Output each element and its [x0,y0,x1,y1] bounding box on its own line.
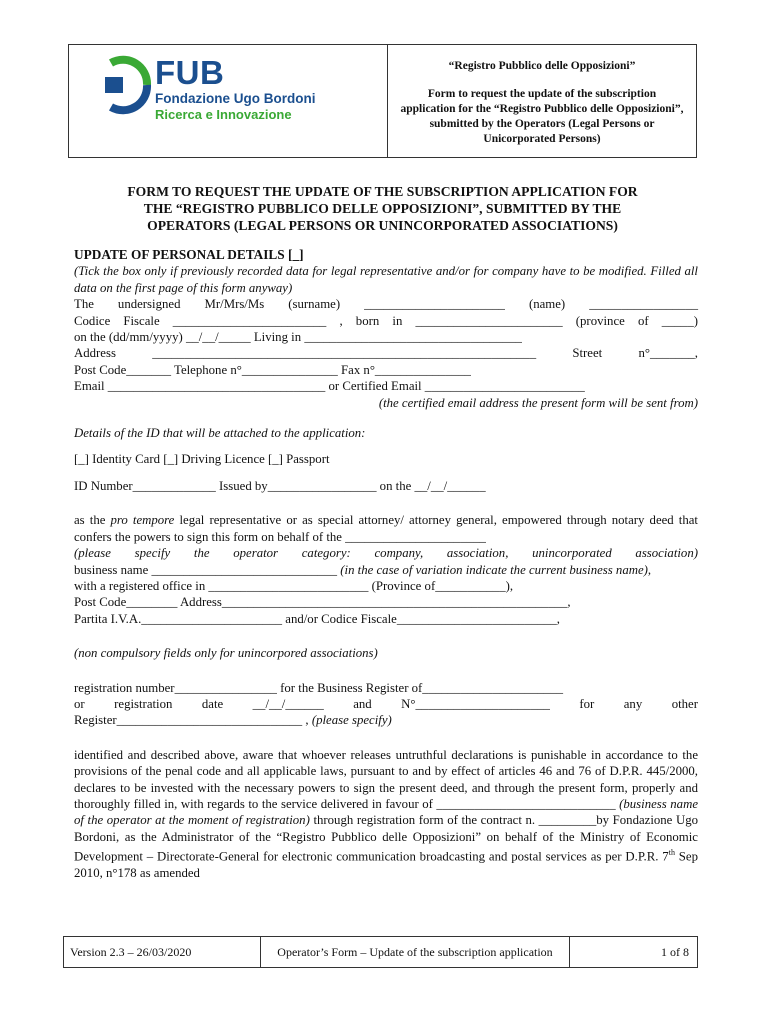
representative-paragraph [74,512,698,545]
business-name-end: , [647,562,652,577]
logo-text [155,54,316,122]
operator-category-note: (please specify the operator category: company, association, unincorporated association) [74,546,698,561]
registry-name: “Registro Pubblico delle Opposizioni” [448,60,636,72]
field-codice-fiscale[interactable]: Codice Fiscale ________________________ , born in _______________________ (province of _____) [74,313,698,328]
rep-pro-tempore: pro tempore [110,513,175,528]
field-id-number[interactable]: ID Number_____________ Issued by_________________ on the __/__/______ [74,478,486,493]
title-line-3: OPERATORS (LEGAL PERSONS OR UNINCORPORATED ASSOCIATIONS) [147,218,618,233]
field-other-register[interactable] [74,712,698,728]
field-surname-name[interactable]: The undersigned Mr/Mrs/Ms (surname) ______________________ (name) _________________ [74,297,698,312]
other-register-label[interactable]: Register_____________________________ , [74,713,312,728]
other-register-note: (please specify) [311,713,392,728]
field-address[interactable]: Address ____________________________________________________________ Street n°_______, [74,346,698,361]
header-logo-cell [69,45,388,157]
field-registration-number[interactable]: registration number________________ for the Business Register of______________________ [74,680,564,695]
declaration-paragraph [74,747,698,882]
header-description-cell [388,45,696,157]
title-line-1: FORM TO REQUEST THE UPDATE OF THE SUBSCRIPTION APPLICATION FOR [127,184,638,199]
title-line-2: THE “REGISTRO PUBBLICO DELLE OPPOSIZIONI”, SUBMITTED BY THE [143,201,622,216]
id-details-heading: Details of the ID that will be attached to the application: [74,426,366,441]
personal-details-note: (Tick the box only if previously recorded data for legal representative and/or for company have to be modified. Filled all data on the first page of this form anyway) [74,264,698,295]
declaration-part-1[interactable]: identified and described above, aware that whoever releases untruthful declarations is punishable in accordance to the provisions of the penal code and all applicable laws, pursuant to and by effect of articles 46 and 76 of D.P.R. 445/2000, declares to be invested with the necessary powers to sign the present deed, and through the present form, properly and thoroughly filled in, with regards to the service delivered in favour of ____________________________ [74,747,698,811]
logo-brand: FUB [155,54,225,91]
footer-form-name: Operator’s Form – Update of the subscription application [261,937,570,967]
rep-text-start: as the [74,513,111,528]
form-title [68,183,697,234]
field-partita-iva[interactable]: Partita I.V.A.______________________ and/or Codice Fiscale_________________________, [74,611,561,626]
declaration-note: (business name of the operator at the moment of registration) [74,796,698,828]
declaration-sup: th [668,848,675,858]
personal-details-heading[interactable]: UPDATE OF PERSONAL DETAILS [_] [74,247,304,262]
logo-tagline: Ricerca e Innovazione [155,107,292,122]
header-box [68,44,697,158]
field-registration-date[interactable]: or registration date __/__/______ and N°_____________________ for any other [74,696,698,711]
declaration-part-3: Sep 2010, n°178 as amended [74,849,698,880]
footer-box [63,936,698,968]
fub-logo-icon [103,55,155,115]
footer-page-number: 1 of 8 [661,944,689,959]
field-email[interactable]: Email __________________________________ or Certified Email _________________________ [74,379,585,394]
form-description: Form to request the update of the subscription application for the “Registro Pubblico delle Opposizioni”, submitted by the Operators (Legal Persons or Unicorporated Persons) [400,88,684,145]
business-name-label[interactable]: business name _____________________________ [74,562,341,577]
field-postcode-phone[interactable]: Post Code_______ Telephone n°_______________ Fax n°_______________ [74,362,471,377]
field-registered-office[interactable]: with a registered office in _________________________ (Province of___________), [74,578,514,593]
field-business-name[interactable] [74,562,698,578]
form-body [74,247,698,881]
footer-version: Version 2.3 – 26/03/2020 [64,937,261,967]
field-office-address[interactable]: Post Code________ Address______________________________________________________, [74,595,571,610]
non-compulsory-note: (non compulsory fields only for unincorpored associations) [74,646,378,661]
business-name-note: (in the case of variation indicate the current business name) [340,562,648,577]
declaration-part-2[interactable]: through registration form of the contract n. _________by Fondazione Ugo Bordoni, as the Administrator of the “Registro Pubblico delle Opposizioni” on behalf of the Ministry of Economic Development – Directorate-General for electronic communication broadcasting and postal services as per D.P.R. 7 [74,813,698,864]
rep-text-rest[interactable]: legal representative or as special attorney/ attorney general, empowered through notary deed that confers the powers to sign this form on behalf of the ______________________ [74,513,698,544]
field-birth-date[interactable]: on the (dd/mm/yyyy) __/__/_____ Living in __________________________________ [74,330,522,345]
logo-name: Fondazione Ugo Bordoni [155,91,316,106]
id-type-options[interactable]: [_] Identity Card [_] Driving Licence [_] Passport [74,452,330,467]
certified-email-note: (the certified email address the present form will be sent from) [378,395,698,410]
